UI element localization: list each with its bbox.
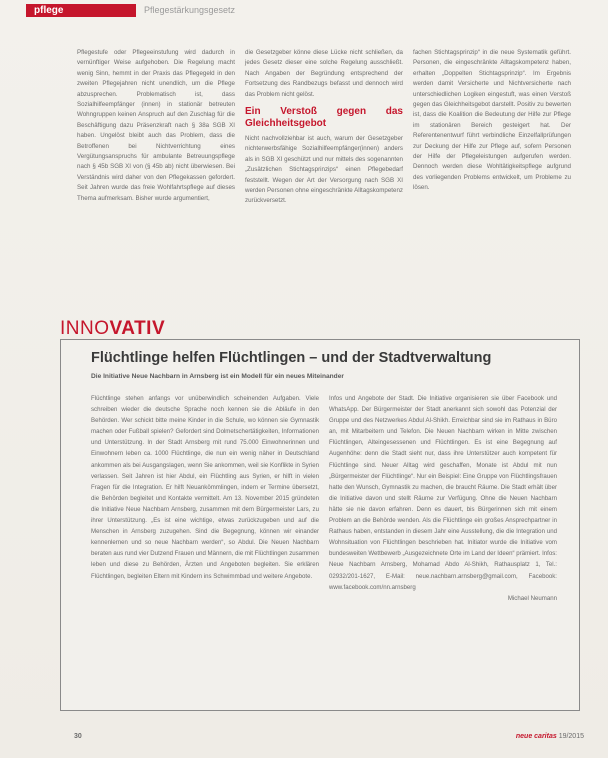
- page-number: 30: [74, 733, 82, 740]
- author-signature: Michael Neumann: [507, 594, 557, 602]
- innovativ-label-thin: INNO: [60, 318, 110, 339]
- issue-number: 19/2015: [558, 733, 584, 740]
- page-header: [26, 4, 584, 17]
- column-text: Pflegestufe oder Pflegeeinstufung wird dadurch in vernünftiger Weise aufgehoben. Die Regelung macht wenig Sinn, hemmt in der Praxis das Pflegegeld in den zweiten Pflegejahren nicht unendlich, um die Pflege abzusprechen. Problematisch ist, dass Sozialhilfeempfänger (innen) in stationär betreuten Wohngruppen keinen Anspruch auf den Zuschlag für die Beschäftigung dazu Präsenzkraft nach § 38a SGB XI haben. Ungelöst bleibt auch das Problem, dass die Betroffenen bei Nichtverrichtung eines Vergütungsanspruchs für ambulante Betreuungspflege nach § 45b SGB XI von (§ 45b ab) nicht überwiesen. Bei Verständnis wird daher von den Pflegekassen gefordert. Seit Jahren wurde das freie Wohlfahrtspflege auf dieses Thema aufmerksam. Bisher wurde argumentiert,: [77, 49, 235, 202]
- subheading: Ein Verstoß gegen das Gleichheitsgebot: [245, 106, 403, 130]
- column-text: Nicht nachvollziehbar ist auch, warum der Gesetzgeber nichterwerbsfähige Sozialhilfeempfänger(innen) anders als in SGB XI geschützt und nur mittels des sogenannten „Zusätzlichen Stichtagsprinzips“ einen Pflegebedarf feststellt. Wegen der Art der Versorgung nach SGB XI werden Personen ohne eingeschränkte Alltagskompetenz zurückversetzt.: [245, 135, 403, 205]
- footer-magazine: [516, 733, 584, 740]
- box-subtitle: Die Initiative Neue Nachbarn in Arnsberg ist ein Modell für ein neues Miteinander: [91, 373, 344, 380]
- page-footer: [74, 733, 584, 745]
- box-column-1: [91, 393, 319, 582]
- article-column-1: [77, 48, 235, 204]
- article-column-2: [245, 48, 403, 207]
- magazine-name: neue caritas: [515, 733, 557, 740]
- innovativ-label-bold: VATIV: [109, 318, 166, 339]
- box-title: Flüchtlinge helfen Flüchtlingen – und der Stadtverwaltung: [91, 350, 492, 366]
- section-subtitle: Pflegestärkungsgesetz: [144, 5, 236, 15]
- box-text: Infos und Angebote der Stadt. Die Initiative organisieren sie über Facebook und WhatsApp. Der Bürgermeister der Stadt anerkannt sich sowohl das Potenzial der Gruppe und des Netzwerkes Abdul Al-Shikh. Erreichbar sind sie im Rathaus in Büro an, mit Mitarbeitern und Telefon. Die Neuen Nachbarn wirken in Mitte zwischen Flüchtlingen, Alteingesessenen und Flüchtlingen. Es ist eine Begegnung auf Augenhöhe: denn die Stadt sieht nur, dass ihre Unterstützer auch kompetent für Flüchtlinge sind. Neuer Alltag wird geschaffen, Monate ist Abdul mit nun „Bürgermeister der Flüchtlinge“. Nur ein Beispiel: Eine Gruppe von Flüchtlingsfrauen hatte den Wunsch, Gymnastik zu machen, die braucht Räume. Die Stadt erhält über die Initiative davon und stellt Räume zur Verfügung. Ohne die Neuen Nachbarn hätte sie nie davon erfahren. Denn es dauert, bis Bürgerinnen sich mit einem Problem an die Behörde wenden. Als die Flüchtlinge ein großes Ansprechpartner in Rathaus haben, entstanden in diesem Jahr eine Ausstellung, die die Integration und Wohnsituation von Flüchtlingen beschrieben hat. Initiator wurde die Initiative vom bundesweiten Wettbewerb „Ausgezeichnete Orte im Land der Ideen“ prämiert. Infos: Neue Nachbarn Arnsberg, Mohamad Abdo Al-Shikh, Rathausplatz 1, Tel.: 02932/201-1627, E-Mail: neue.nachbarn.arnsberg@gmail.com, Facebook: www.facebook.com/nn.arnsberg: [329, 395, 557, 591]
- section-tag: pflege: [26, 4, 136, 17]
- box-column-2: [329, 393, 557, 604]
- article-column-3: [413, 48, 571, 194]
- article-continuation: [77, 48, 577, 300]
- column-text: fachen Stichtagsprinzip“ in die neue Systematik geführt. Personen, die eingeschränkte Alltagskompetenz haben, erhalten „Doppelten Stichtagsprinzip“. Im Ergebnis werden damit Versicherte und Nichtversicherte nach unterschiedlichen Logiken eingestuft, was einen Verstoß gegen das Gleichheitsgebot darstellt. Positiv zu bewerten ist, dass die Koalition die Bedeutung der Hilfe zur Pflege im stationären Bereich gesteigert hat. Der Referentenentwurf führt verbindliche Einzelfallprüfungen zur Deckung der Hilfe zur Pflege auf, sofern Personen der Hilfe der Pflegeleistungen aufgerufen werden. Dennoch werden diese Wohltätigkeitspflege aufgrund des vorliegenden Problems entwickelt, um Probleme zu lösen.: [413, 49, 571, 192]
- innovativ-box: [60, 339, 580, 711]
- column-text: die Gesetzgeber könne diese Lücke nicht schließen, da jedes Gesetz dieser eine solche Regelung ausschließt. Nach Angaben der Begründung entsprechend der Fortsetzung des Randbezugs befasst und dennoch wird das Problem nicht gelöst.: [245, 49, 403, 98]
- box-text: Flüchtlinge stehen anfangs vor unüberwindlich scheinenden Aufgaben. Viele schreiben wieder die deutsche Sprache noch kennen sie die Abläufe in den Behörden. Wer schickt bitte meine Kinder in die Schule, wo können sie Gymnastik machen oder Fußball spielen? Gefordert sind Dolmetschertätigkeiten, Informationen und Unterstützung. In der Stadt Arnsberg mit rund 75.000 Einwohnerinnen und Einwohnern leben ca. 1000 Flüchtlinge, die nun ein wenig näher in Deutschland ankommen als bei Ausgangslagen, wenn Sie ankommen, weil sie Konflikte in Syrien verlassen. Seit Jahren ist hier Abdul, ein Flüchtling aus Syrien, er hilft in vielen Fragen für die Integration. Er hilft Neuankömmlingen, indem er Termine übersetzt, die Behörden begleitet und Kontakte vermittelt. Am 13. November 2015 gründeten die Initiative Neue Nachbarn Arnsberg, zusammen mit dem Bürgermeister Lars, zu ihrer Unterstützung. „Es ist eine wichtige, etwas zurückzugeben und auf die Menschen in Arnsberg zuzugehen. Sind die Begegnung, können wir einander kennenlernen und so neue Nachbarn werden“, so Abdul. Die Neuen Nachbarn beraten aus rund vier Dutzend Frauen und Männern, die mit Flüchtlingen zusammen leben und diese zu Behörden, Ärzten und Angeboten begleiten. Sie erklären Flüchtlingen, begleiten Eltern mit Kindern ins Schwimmbad und weitere Angebote.: [91, 395, 319, 580]
- innovativ-label: [60, 318, 165, 340]
